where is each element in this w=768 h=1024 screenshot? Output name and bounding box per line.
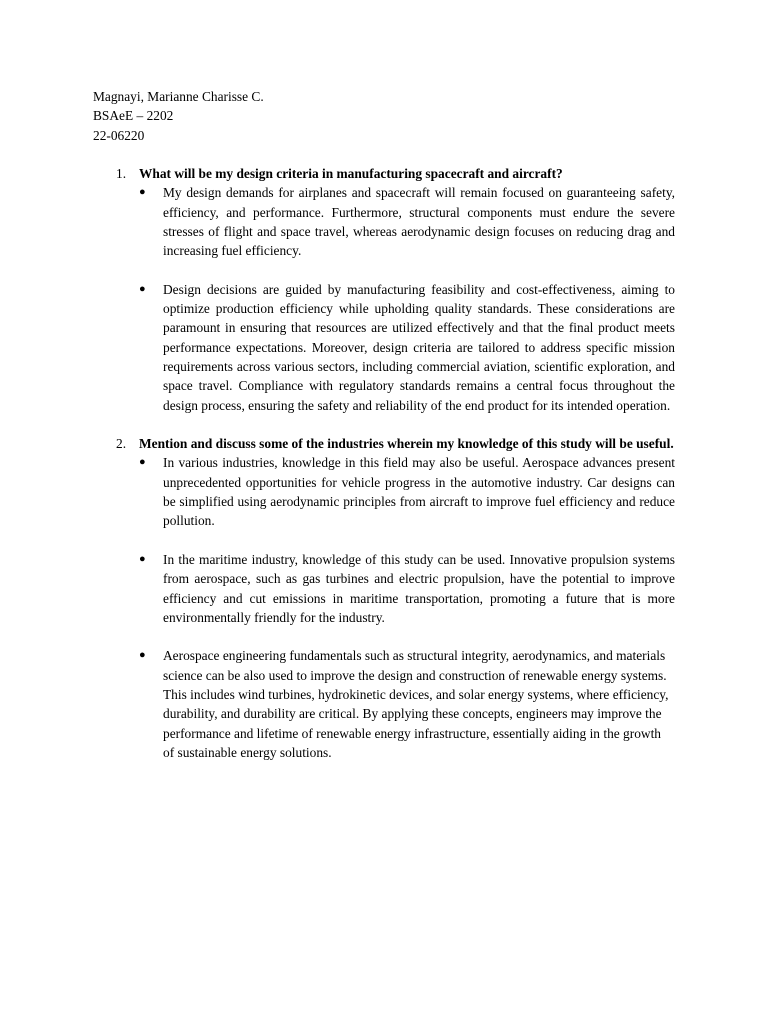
answer-item (139, 280, 675, 415)
bullet-icon: ● (139, 186, 146, 199)
answer-text: Design decisions are guided by manufacturing feasibility and cost-effectiveness, aiming to optimize production efficiency while upholding quality standards. These considerations are paramount in ensuring that resources are utilized effectively and that the final product meets performance expectations. Moreover, design criteria are tailored to address specific mission requirements across various sectors, including commercial aviation, scientific exploration, and space travel. Compliance with regulatory standards remains a central focus throughout the design process, ensuring the safety and reliability of the end product for its intended operation. (163, 281, 675, 413)
question-1 (93, 164, 675, 415)
question-text: Mention and discuss some of the industries wherein my knowledge of this study will be useful. (139, 436, 674, 452)
bullet-icon: ● (139, 649, 146, 662)
bullet-icon: ● (139, 456, 146, 469)
answer-text: Aerospace engineering fundamentals such as structural integrity, aerodynamics, and materials science can be also used to improve the design and construction of renewable energy systems. This includes wind turbines, hydrokinetic devices, and solar energy systems, where efficiency, durability, and durability are critical. By applying these concepts, engineers may improve the performance and lifetime of renewable energy infrastructure, essentially aiding in the growth of sustainable energy solutions. (163, 648, 669, 760)
answer-text: My design demands for airplanes and spacecraft will remain focused on guaranteeing safety, efficiency, and performance. Furthermore, structural components must endure the severe stresses of flight and space travel, whereas aerodynamic design focuses on reducing drag and increasing fuel efficiency. (163, 185, 675, 259)
question-2 (93, 434, 675, 762)
question-number: 1. (116, 166, 127, 181)
student-id: 22-06220 (93, 127, 145, 143)
answer-text: In various industries, knowledge in this field may also be useful. Aerospace advances present unprecedented opportunities for vehicle progress in the automotive industry. Car designs can be simplified using aerodynamic principles from aircraft to improve fuel efficiency and reduce pollution. (163, 455, 675, 529)
question-number: 2. (116, 436, 127, 452)
bullet-icon: ● (139, 282, 146, 295)
answer-list (139, 453, 675, 762)
bullet-icon: ● (139, 552, 146, 565)
student-section: BSAeE – 2202 (93, 108, 174, 124)
answer-item (139, 183, 675, 260)
question-list (93, 164, 675, 762)
answer-text: In the maritime industry, knowledge of this study can be used. Innovative propulsion systems from aerospace, such as gas turbines and electric propulsion, have the potential to improve efficiency and cut emissions in maritime transportation, promoting a future that is more environmentally friendly for the industry. (163, 551, 675, 625)
student-header (93, 87, 264, 145)
answer-item (139, 453, 675, 530)
student-name: Magnayi, Marianne Charisse C. (93, 89, 264, 104)
answer-item (139, 550, 675, 627)
answer-list (139, 183, 675, 415)
answer-item (139, 646, 675, 762)
question-text: What will be my design criteria in manufacturing spacecraft and aircraft? (139, 166, 563, 181)
